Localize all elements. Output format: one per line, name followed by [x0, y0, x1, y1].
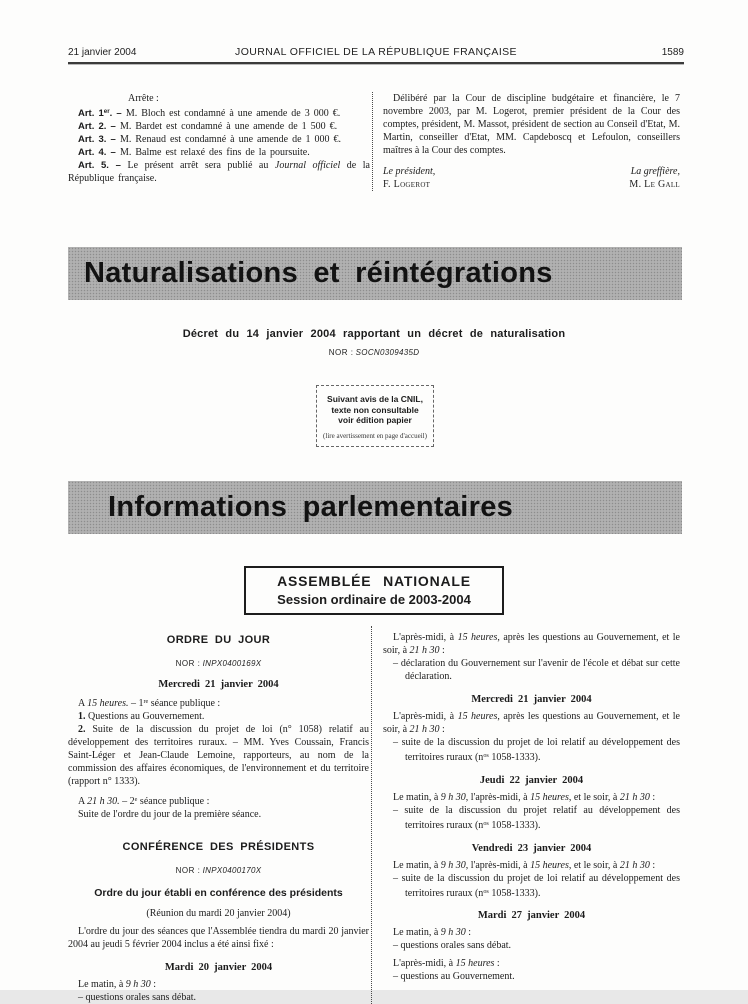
assemblee-session: Session ordinaire de 2003-2004 — [277, 592, 471, 607]
top-column-divider — [372, 92, 373, 191]
agenda-date-heading: Mardi 20 janvier 2004 — [164, 961, 273, 973]
court-decision-section — [68, 92, 684, 191]
signature-president-name: F. Logerot — [383, 178, 431, 190]
nor-value: INPX0400170X — [202, 865, 262, 875]
seance-paragraph: 2. Suite de la discussion du projet de loi (n° 1058) relatif au développement des territoires ruraux. – MM. Yves Coussain, Francis Saint-Léger et Jean-Claude Lemoine, rapporteurs, au nom de la commission des affaires économiques, de l'environnement et du territoire (rapport n° 1333). — [68, 723, 369, 787]
seance-paragraph: Suite de l'ordre du jour de la première séance. — [78, 808, 262, 820]
conference-nor-line — [68, 866, 369, 875]
bottom-column-divider — [371, 626, 372, 1004]
seance-paragraph: A 21 h 30. – 2e séance publique : — [78, 795, 210, 807]
section-banner-informations-parlementaires — [68, 481, 682, 534]
agenda-date-heading: Mercredi 21 janvier 2004 — [471, 694, 592, 705]
cnil-line-3: voir édition papier — [338, 415, 412, 425]
assemblee-nationale-box — [244, 566, 504, 615]
parliamentary-agenda-section — [68, 626, 684, 1004]
article-1: Art. 1er. – M. Bloch est condamné à une amende de 3 000 €. — [78, 107, 341, 119]
article-2: Art. 2. – M. Bardet est condamné à une amende de 1 500 €. — [78, 120, 338, 132]
decree-heading-block — [0, 328, 748, 357]
agenda-item: – questions orales sans débat. — [78, 991, 197, 1003]
deliberation-paragraph: Délibéré par la Cour de discipline budgétaire et financière, le 7 novembre 2003, par M. Logerot, premier président de la Cour des comptes, président, M. Massot, président de section au Conseil d'Etat, M. Martin, conseiller d'Etat, MM. Capdeboscq et Lefoulon, conseillers maîtres à la Cour des comptes. — [383, 93, 680, 156]
nor-value: INPX0400169X — [202, 659, 262, 668]
cnil-line-2: texte non consultable — [331, 404, 419, 415]
seance-paragraph: A 15 heures. – 1re séance publique : — [78, 697, 221, 709]
agenda-item: – questions orales sans débat. — [393, 940, 512, 952]
conference-intro-paragraph: L'ordre du jour des séances que l'Assemblée tiendra du mardi 20 janvier 2004 au jeudi 5 février 2004 inclus a été ainsi fixé : — [68, 925, 369, 950]
ordre-nor-line — [68, 659, 369, 668]
cnil-notice-box — [316, 385, 434, 447]
agenda-item: – déclaration du Gouvernement sur l'avenir de l'école et débat sur cette déclaration. — [393, 658, 680, 682]
nor-label: NOR : — [175, 659, 201, 668]
agenda-paragraph: L'après-midi, à 15 heures, après les questions au Gouvernement, et le soir, à 21 h 30 : — [383, 632, 680, 656]
agenda-item: – suite de la discussion du projet de loi relatif au développement des territoires ruraux ($n^{os}$ 1058-1333). — [393, 737, 680, 763]
cnil-line-1: Suivant avis de la CNIL, — [327, 394, 423, 404]
conference-subheading: Ordre du jour établi en conférence des présidents — [94, 886, 343, 899]
agenda-item: – suite de la discussion du projet relatif au développement des territoires ruraux ($n^{os}$ 1058-1333). — [393, 804, 680, 831]
decision-articles-column — [68, 92, 370, 191]
signature-president-role: Le président, — [383, 166, 436, 177]
agenda-paragraph: Le matin, à 9 h 30 : — [393, 927, 472, 939]
agenda-item: – questions au Gouvernement. — [393, 971, 515, 983]
header-rule — [68, 62, 684, 65]
agenda-paragraph: Le matin, à 9 h 30 : — [78, 978, 157, 990]
header-title: JOURNAL OFFICIEL DE LA RÉPUBLIQUE FRANÇAISE — [235, 46, 517, 58]
agenda-date-heading: Mardi 27 janvier 2004 — [477, 910, 586, 922]
section-banner-naturalisations — [68, 247, 682, 300]
signature-greffiere-name: M. Le Gall — [629, 178, 680, 190]
conference-heading: CONFÉRENCE DES PRÉSIDENTS — [122, 840, 315, 853]
signature-greffiere — [629, 166, 680, 191]
cnil-note: (lire avertissement en page d'accueil) — [323, 431, 427, 440]
agenda-paragraph: L'après-midi, à 15 heures, après les questions au Gouvernement, et le soir, à 21 h 30 : — [383, 711, 680, 735]
agenda-date-heading: Vendredi 23 janvier 2004 — [471, 842, 592, 854]
nor-label: NOR : — [328, 348, 354, 357]
conference-reunion-line: (Réunion du mardi 20 janvier 2004) — [146, 907, 291, 919]
header-date: 21 janvier 2004 — [68, 47, 137, 58]
ordre-du-jour-heading: ORDRE DU JOUR — [166, 634, 271, 646]
conference-agenda-column — [374, 626, 680, 1004]
signatures-row — [383, 166, 680, 191]
article-3: Art. 3. – M. Renaud est condamné à une amende de 1 000 €. — [78, 133, 342, 145]
agenda-item: – suite de la discussion du projet de loi relatif au développement des territoires ruraux ($n^{os}$ 1058-1333). — [393, 872, 680, 899]
ordre-du-jour-column — [68, 626, 369, 1004]
agenda-paragraph: Le matin, à 9 h 30, l'après-midi, à 15 heures, et le soir, à 21 h 30 : — [393, 791, 656, 803]
nor-label: NOR : — [175, 865, 201, 875]
signature-greffiere-role: La greffière, — [630, 166, 680, 177]
page-header — [68, 46, 684, 58]
article-5: Art. 5. – Le présent arrêt sera publié au Journal officiel de la République française. — [68, 159, 370, 184]
agenda-paragraph: Le matin, à 9 h 30, l'après-midi, à 15 heures, et le soir, à 21 h 30 : — [393, 859, 656, 871]
decree-nor-line — [0, 348, 748, 357]
nor-value: SOCN0309435D — [355, 348, 420, 357]
signature-president — [383, 166, 435, 191]
banner-informations-text: Informations parlementaires — [108, 491, 514, 523]
article-4: Art. 4. – M. Balme est relaxé des fins de la poursuite. — [78, 146, 310, 158]
seance-date-heading: Mercredi 21 janvier 2004 — [158, 679, 279, 690]
seance-paragraph: 1. Questions au Gouvernement. — [78, 710, 205, 722]
decision-deliberation-column — [375, 92, 680, 191]
arrete-line: Arrête : — [128, 93, 159, 104]
agenda-paragraph: L'après-midi, à 15 heures : — [393, 958, 500, 970]
banner-naturalisations-text: Naturalisations et réintégrations — [84, 257, 553, 289]
decree-title: Décret du 14 janvier 2004 rapportant un décret de naturalisation — [182, 328, 566, 340]
assemblee-title: ASSEMBLÉE NATIONALE — [277, 573, 471, 589]
agenda-date-heading: Jeudi 22 janvier 2004 — [479, 774, 584, 786]
header-page-number: 1589 — [661, 47, 684, 58]
